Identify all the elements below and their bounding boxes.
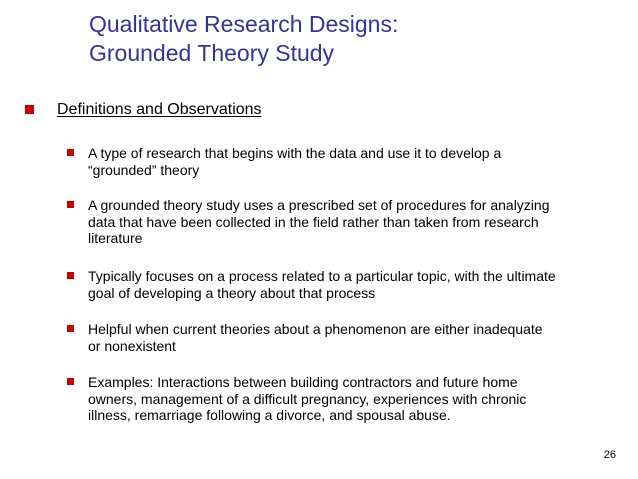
bullet-text-line: A grounded theory study uses a prescribed set of procedures for analyzing <box>88 197 550 213</box>
bullet-text-line: or nonexistent <box>88 337 176 354</box>
bullet-text-line: goal of developing a theory about that process <box>88 284 376 301</box>
bullet-text-line: data that have been collected in the field rather than taken from research <box>88 213 539 230</box>
square-bullet-icon <box>67 325 74 332</box>
slide-title-line-1: Qualitative Research Designs: <box>89 11 399 37</box>
bullet-text-line: illness, remarriage following a divorce, and spousal abuse. <box>88 407 451 423</box>
slide-title-line-2: Grounded Theory Study <box>89 40 335 66</box>
square-bullet-icon <box>67 378 74 385</box>
bullet-text-line: Typically focuses on a process related to a particular topic, with the ultimate <box>88 268 556 284</box>
page-number: 26 <box>603 449 616 461</box>
bullet-text <box>88 374 618 424</box>
bullet-text-line: Examples: Interactions between building contractors and future home <box>88 374 518 390</box>
bullet-text <box>88 268 618 301</box>
square-bullet-icon <box>25 105 34 114</box>
bullet-text <box>88 321 618 354</box>
bullet-text <box>88 197 618 247</box>
square-bullet-icon <box>67 201 74 208</box>
bullet-text-line: literature <box>88 230 143 246</box>
square-bullet-icon <box>67 272 74 279</box>
slide-title <box>89 10 609 68</box>
bullet-text-line: owners, management of a difficult pregnancy, experiences with chronic <box>88 390 527 407</box>
bullet-text-line: A type of research that begins with the data and use it to develop a <box>88 145 502 161</box>
bullet-text-line: “grounded” theory <box>88 161 200 178</box>
square-bullet-icon <box>67 149 74 156</box>
bullet-text-line: Helpful when current theories about a phenomenon are either inadequate <box>88 321 543 337</box>
section-heading-label: Definitions and Observations <box>57 101 262 118</box>
bullet-text <box>88 145 618 178</box>
